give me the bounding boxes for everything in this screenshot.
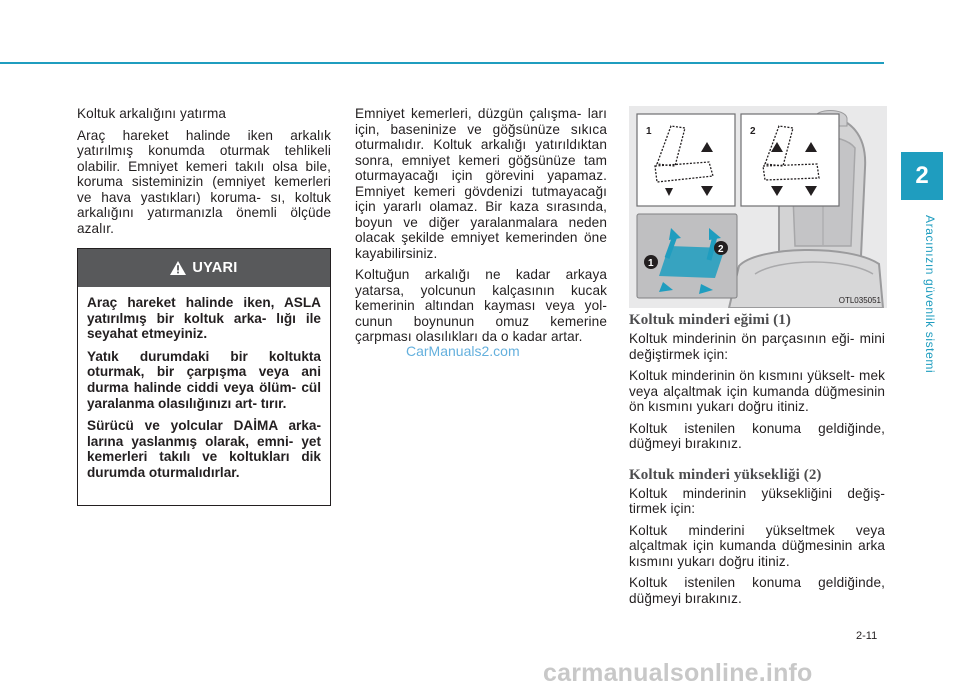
warning-paragraph: Sürücü ve yolcular DAİMA arka- larına yaslanmış olarak, emni- yet kemerleri takılı ve koltukları dik durumda oturmalıdırlar.	[87, 418, 321, 480]
figure-code: OTL035051	[838, 296, 881, 305]
paragraph: Koltuk minderinin yüksekliğini değiş- tirmek için:	[629, 485, 885, 516]
page-number: 2-11	[856, 630, 878, 642]
inset-tilt-diagram	[637, 114, 735, 206]
warning-triangle-icon	[170, 261, 186, 275]
chapter-title-vertical	[923, 215, 937, 375]
section-heading-recline: Koltuk arkalığını yatırma	[77, 106, 227, 121]
paragraph: Koltuk istenilen konuma geldiğinde, düğmeyi bırakınız.	[629, 420, 885, 451]
callout-number: 1	[648, 258, 654, 269]
warning-body	[78, 287, 330, 481]
paragraph: Koltuk minderinin ön parçasının eği- mini değiştirmek için:	[629, 331, 885, 362]
top-rule	[0, 62, 884, 64]
column-right	[629, 311, 885, 612]
paragraph: Koltuk minderini yükseltmek veya alçaltmak için kumanda düğmesinin arka kısmını yukarı doğru itiniz.	[629, 522, 885, 569]
paragraph: Koltuğun arkalığı ne kadar arkaya yatarsa, yolcunun kalçasının kucak kemerinin altından kayması veya yol- cunun boynunun omuz kemerine çarpması olasılıkları da o kadar artar.	[355, 267, 607, 344]
chapter-title: Aracınızın güvenlik sistemi	[923, 215, 937, 374]
warning-paragraph: Araç hareket halinde iken, ASLA yatırılmış bir koltuk arka- lığı ile seyahat etmeyiniz.	[87, 295, 321, 342]
paragraph: Araç hareket halinde iken arkalık yatırılmış konumda oturmak tehlikeli olabilir. Emniyet kemeri takılı olsa bile, koruma sisteminizin (emniyet kemerleri ve hava yastıkları) koruma- sı, koltuk arkalığını yatırmanızla önemli ölçüde azalır.	[77, 127, 331, 236]
callout-number: 2	[718, 244, 724, 255]
paragraph: Koltuk minderinin ön kısmını yükselt- mek veya alçaltmak için kumanda düğmesinin ön kısmını yukarı doğru itiniz.	[629, 368, 885, 414]
seat-illustration	[629, 106, 887, 308]
inset-height-diagram	[741, 114, 839, 206]
warning-paragraph: Yatık durumdaki bir koltukta oturmak, bir çarpışma veya ani durma halinde ciddi veya ölüm- cül yaralanma olasılığınızı art- tırır.	[87, 348, 321, 411]
column-middle	[355, 106, 607, 351]
chapter-tab: 2	[901, 152, 943, 200]
warning-header	[78, 249, 330, 287]
subheading-cushion-tilt: Koltuk minderi eğimi (1)	[629, 312, 791, 328]
column-left	[77, 106, 331, 242]
warning-title: UYARI	[192, 260, 238, 276]
footer-watermark: carmanualsonline.info	[543, 659, 813, 685]
switch-closeup	[637, 214, 737, 298]
callout-number: 2	[750, 126, 756, 137]
callout-number: 1	[646, 126, 652, 137]
watermark: CarManuals2.com	[406, 343, 520, 359]
seat-adjustment-figure	[629, 106, 887, 308]
warning-box	[77, 248, 331, 506]
subheading-cushion-height: Koltuk minderi yüksekliği (2)	[629, 466, 822, 483]
paragraph: Koltuk istenilen konuma geldiğinde, düğmeyi bırakınız.	[629, 575, 885, 606]
paragraph: Emniyet kemerleri, düzgün çalışma- ları için, baseninize ve göğsünüze sıkıca oturmalıdır. Koltuk arkalığı yatırıldıktan sonra, emniyet kemeri göğsünüze tam oturmayacağı için görevini yapamaz. Emniyet kemeri gövdenizi tutmayacağı için yararlı olamaz. Bir kaza sırasında, boyun ve diğer yaralanmalara neden olacak şekilde emniyet kemerinden öne kayabilirsiniz.	[355, 106, 607, 261]
